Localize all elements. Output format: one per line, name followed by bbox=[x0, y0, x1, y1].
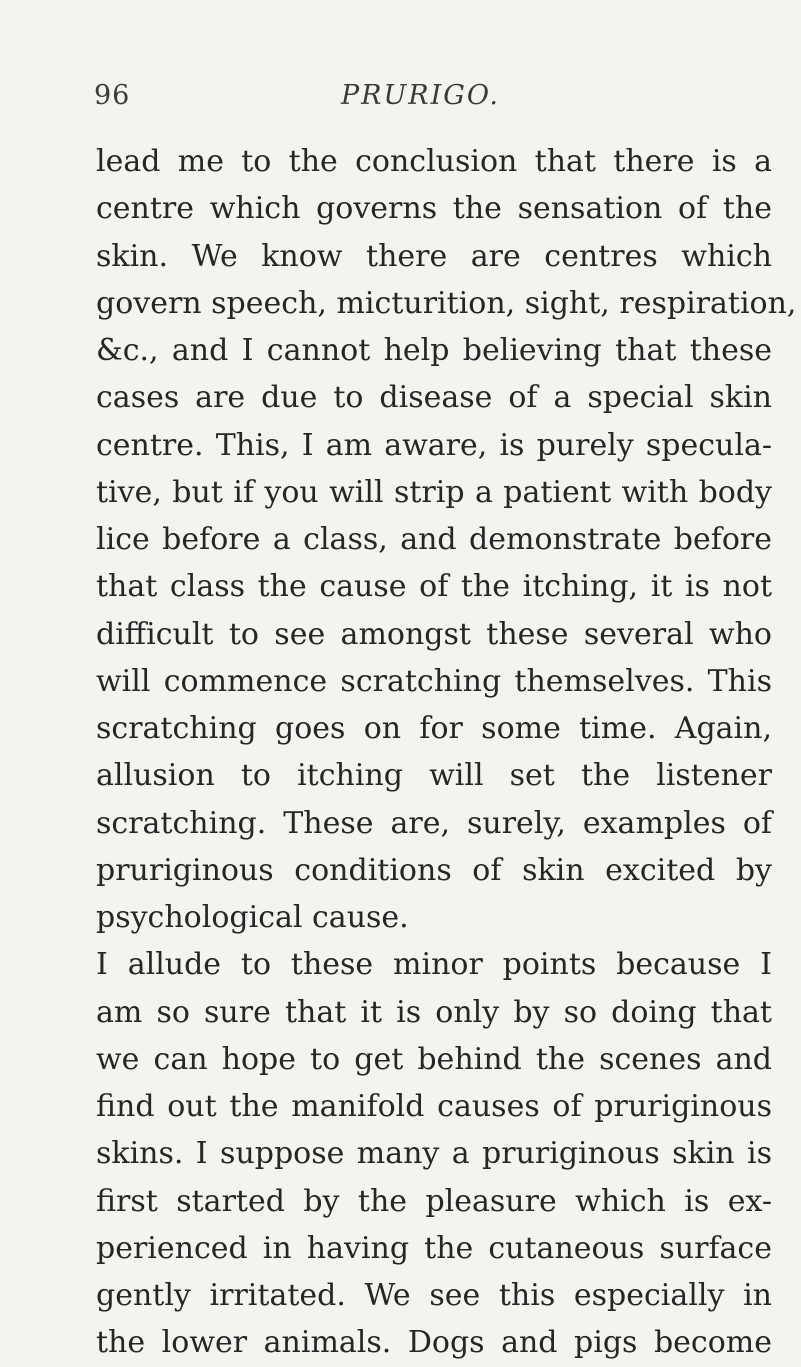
text-line: skin. We know there are centres which bbox=[96, 238, 772, 274]
text-line: the lower animals. Dogs and pigs become bbox=[96, 1325, 772, 1361]
text-line: scratching. These are, surely, examples of bbox=[96, 805, 772, 841]
text-line: pruriginous conditions of skin excited by bbox=[96, 852, 772, 888]
text-line: difficult to see amongst these several who bbox=[96, 616, 772, 652]
text-line: will commence scratching themselves. This bbox=[96, 663, 772, 699]
text-line: perienced in having the cutaneous surface bbox=[96, 1230, 772, 1266]
text-line: find out the manifold causes of pruriginous bbox=[96, 1089, 772, 1124]
body-text bbox=[96, 138, 797, 1367]
text-line: that class the cause of the itching, it is not bbox=[96, 569, 772, 605]
running-head bbox=[0, 80, 801, 120]
text-line-paragraph-start: I allude to these minor points because I bbox=[96, 947, 772, 983]
page-number: 96 bbox=[94, 80, 131, 111]
running-title: PRURIGO. bbox=[341, 80, 500, 111]
text-line: skins. I suppose many a pruriginous skin is bbox=[96, 1136, 772, 1172]
text-line: tive, but if you will strip a patient with body bbox=[96, 474, 772, 510]
text-line: scratching goes on for some time. Again, bbox=[96, 711, 772, 746]
text-line: &c., and I cannot help believing that these bbox=[96, 333, 772, 368]
text-line: centre. This, I am aware, is purely specula- bbox=[96, 427, 772, 463]
text-line: cases are due to disease of a special skin bbox=[96, 380, 772, 416]
text-line: am so sure that it is only by so doing that bbox=[96, 994, 772, 1030]
text-line: first started by the pleasure which is ex- bbox=[96, 1183, 772, 1219]
text-line-paragraph-end: psychological cause. bbox=[96, 900, 409, 935]
text-line: we can hope to get behind the scenes and bbox=[96, 1041, 772, 1077]
text-line: gently irritated. We see this especially in bbox=[96, 1278, 772, 1313]
text-line: govern speech, micturition, sight, respiration, bbox=[96, 285, 797, 321]
text-line: lice before a class, and demonstrate before bbox=[96, 522, 772, 557]
text-line: allusion to itching will set the listener bbox=[96, 758, 772, 794]
text-line: lead me to the conclusion that there is a bbox=[96, 144, 772, 179]
text-line: centre which governs the sensation of the bbox=[96, 191, 772, 227]
